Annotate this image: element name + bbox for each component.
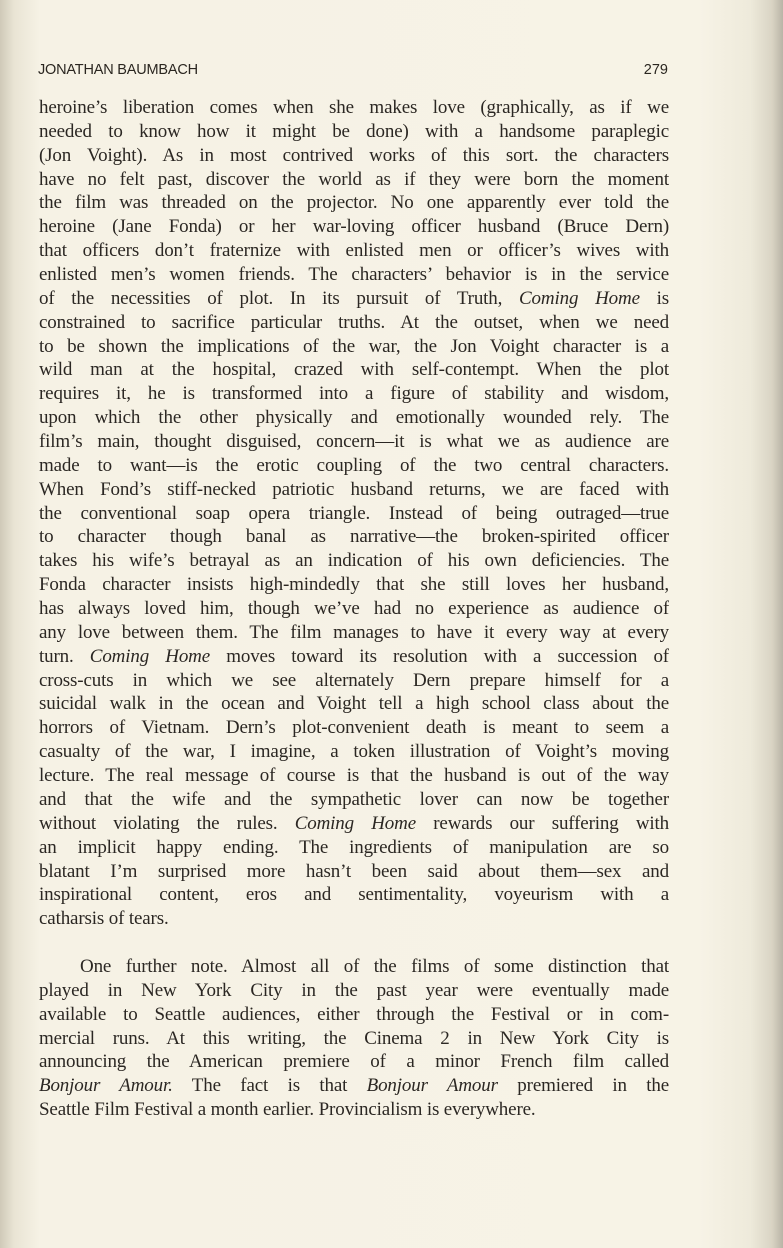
text-segment: moves toward its resolution with a succession of <box>210 645 669 667</box>
text-segment: have no felt past, discover the world as if they were born the moment <box>39 168 669 190</box>
paragraph <box>39 96 669 931</box>
text-segment: without violating the rules. <box>39 812 295 834</box>
text-line <box>39 740 669 764</box>
text-line <box>39 96 669 120</box>
text-segment: mercial runs. At this writing, the Cinema 2 in New York City is <box>39 1027 669 1049</box>
italic-title: Bonjour Amour <box>366 1075 498 1097</box>
text-segment: made to want—is the erotic coupling of the two central characters. <box>39 454 669 476</box>
italic-title: Coming Home <box>89 645 211 667</box>
text-line <box>39 120 669 144</box>
text-line <box>39 168 669 192</box>
text-line <box>39 287 669 311</box>
text-line <box>39 669 669 693</box>
text-line <box>39 311 669 335</box>
text-segment: heroine (Jane Fonda) or her war-loving officer husband (Bruce Dern) <box>39 216 669 238</box>
text-segment: casualty of the war, I imagine, a token illustration of Voight’s moving <box>39 741 669 763</box>
text-line <box>39 836 669 860</box>
text-line <box>39 525 669 549</box>
text-segment: played in New York City in the past year were eventually made <box>39 979 669 1001</box>
text-line <box>39 215 669 239</box>
text-segment: enlisted men’s women friends. The characters’ behavior is in the service <box>39 264 669 286</box>
text-segment: rewards our suffering with <box>416 812 669 834</box>
text-segment: lecture. The real message of course is that the husband is out of the way <box>39 765 669 787</box>
text-line <box>39 335 669 359</box>
text-segment: requires it, he is transformed into a figure of stability and wisdom, <box>39 383 669 405</box>
text-line <box>39 191 669 215</box>
text-segment: available to Seattle audiences, either through the Festival or in com- <box>39 1003 669 1025</box>
text-segment: premiered in the <box>497 1075 669 1097</box>
text-line <box>39 764 669 788</box>
paragraph <box>39 955 669 1122</box>
text-line <box>39 692 669 716</box>
text-line <box>39 1003 669 1027</box>
text-line <box>39 788 669 812</box>
text-line <box>39 812 669 836</box>
text-line <box>39 645 669 669</box>
body-text <box>39 96 669 1122</box>
running-header <box>38 62 668 82</box>
running-head-author: JONATHAN BAUMBACH <box>38 62 198 78</box>
text-segment: that officers don’t fraternize with enlisted men or officer’s wives with <box>39 240 669 262</box>
text-segment: needed to know how it might be done) with a handsome paraplegic <box>39 120 669 142</box>
text-segment: has always loved him, though we’ve had no experience as audience of <box>39 598 669 620</box>
text-segment: One further note. Almost all of the films of some distinction that <box>80 955 669 977</box>
text-line <box>39 621 669 645</box>
text-segment: horrors of Vietnam. Dern’s plot-convenient death is meant to seem a <box>39 717 669 739</box>
text-line <box>39 263 669 287</box>
text-segment: an implicit happy ending. The ingredients of manipulation are so <box>39 836 669 858</box>
text-segment: the film was threaded on the projector. No one apparently ever told the <box>39 192 669 214</box>
text-segment: The fact is that <box>172 1075 367 1097</box>
text-line <box>39 1050 669 1074</box>
text-segment: the conventional soap opera triangle. Instead of being outraged—true <box>39 502 669 524</box>
text-segment: to character though banal as narrative—the broken-spirited officer <box>39 526 669 548</box>
text-line <box>39 573 669 597</box>
text-segment: film’s main, thought disguised, concern—it is what we as audience are <box>39 431 669 453</box>
text-line <box>39 430 669 454</box>
text-segment: heroine’s liberation comes when she makes love (graphically, as if we <box>39 97 669 118</box>
text-line <box>39 1074 669 1098</box>
text-line <box>39 358 669 382</box>
page-number: 279 <box>643 62 668 78</box>
text-line <box>39 883 669 907</box>
text-segment: inspirational content, eros and sentimentality, voyeurism with a <box>39 884 669 906</box>
text-segment: of the necessities of plot. In its pursuit of Truth, <box>39 287 520 309</box>
text-segment: takes his wife’s betrayal as an indication of his own deficiencies. The <box>39 550 669 572</box>
text-segment: to be shown the implications of the war, the Jon Voight character is a <box>39 335 669 357</box>
text-segment: turn. <box>39 645 90 667</box>
text-segment: and that the wife and the sympathetic lover can now be together <box>39 788 669 810</box>
text-line <box>39 1027 669 1051</box>
text-segment: upon which the other physically and emotionally wounded rely. The <box>39 407 669 429</box>
text-line <box>39 597 669 621</box>
italic-title: Coming Home <box>519 287 640 309</box>
text-line <box>39 955 669 979</box>
text-segment: is <box>639 287 669 309</box>
text-line <box>39 860 669 884</box>
text-line <box>39 716 669 740</box>
text-line <box>39 239 669 263</box>
text-segment: suicidal walk in the ocean and Voight tell a high school class about the <box>39 693 669 715</box>
text-segment: constrained to sacrifice particular truths. At the outset, when we need <box>39 311 669 333</box>
text-segment: Fonda character insists high-mindedly that she still loves her husband, <box>39 574 669 596</box>
text-line <box>39 979 669 1003</box>
text-line <box>39 549 669 573</box>
text-segment: wild man at the hospital, crazed with self-contempt. When the plot <box>39 359 669 381</box>
text-line <box>39 454 669 478</box>
text-segment: any love between them. The film manages to have it every way at every <box>39 621 669 643</box>
text-segment: announcing the American premiere of a minor French film called <box>39 1051 669 1073</box>
text-line <box>39 406 669 430</box>
text-line <box>39 478 669 502</box>
text-segment: Seattle Film Festival a month earlier. Provincialism is everywhere. <box>39 1099 536 1121</box>
italic-title: Coming Home <box>294 812 417 834</box>
text-line <box>39 502 669 526</box>
text-line <box>39 907 669 931</box>
paragraph-gap <box>39 931 669 955</box>
text-segment: cross-cuts in which we see alternately Dern prepare himself for a <box>39 669 669 691</box>
text-segment: blatant I’m surprised more hasn’t been said about them—sex and <box>39 860 669 882</box>
italic-title: Bonjour Amour. <box>39 1075 173 1097</box>
text-segment: When Fond’s stiff-necked patriotic husband returns, we are faced with <box>39 478 669 500</box>
text-segment: (Jon Voight). As in most contrived works of this sort. the characters <box>39 144 669 166</box>
text-line <box>39 1098 669 1122</box>
text-line <box>39 144 669 168</box>
text-segment: catharsis of tears. <box>39 908 169 930</box>
text-line <box>39 382 669 406</box>
